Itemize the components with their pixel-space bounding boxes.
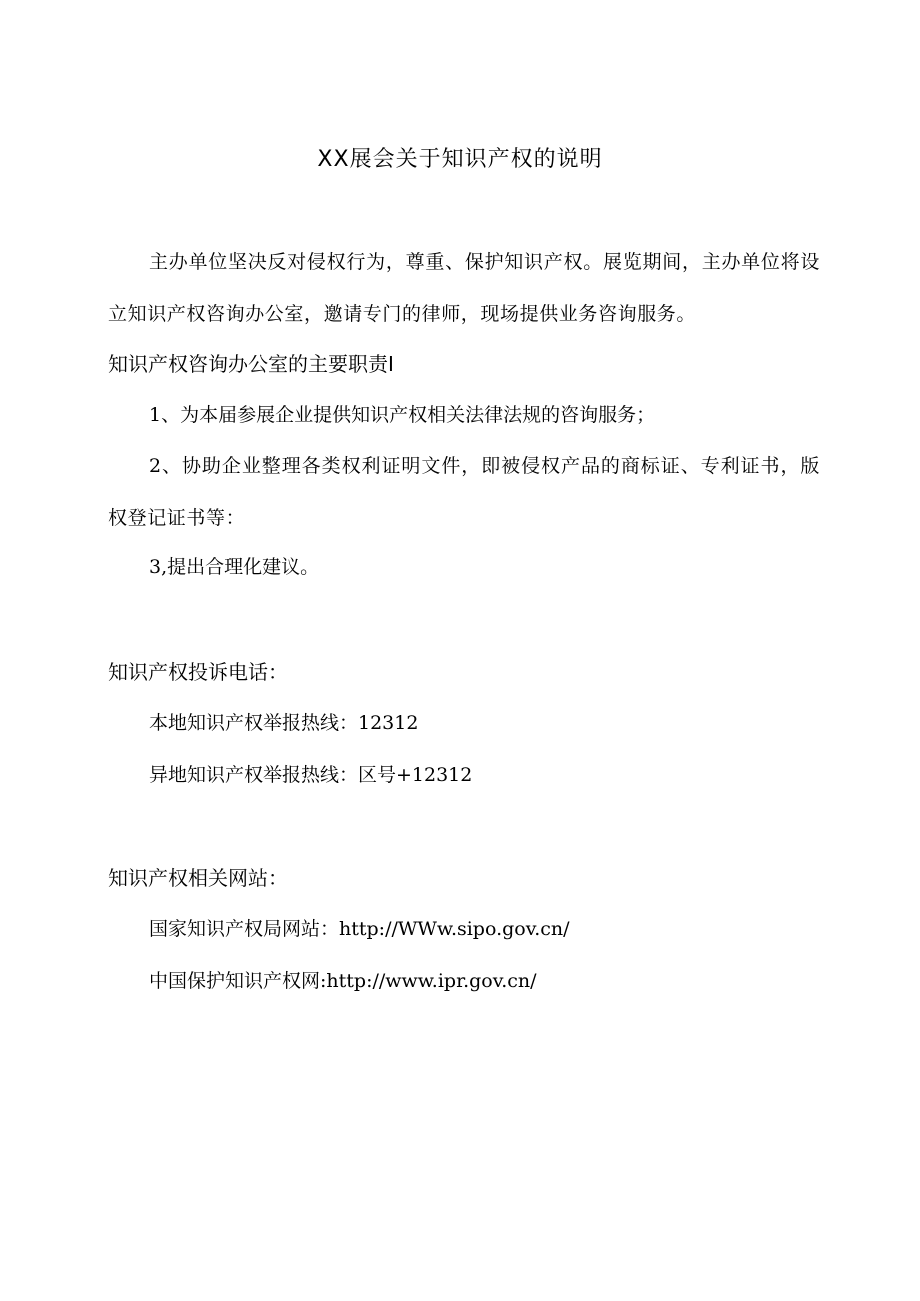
hotline-remote: 异地知识产权举报热线：区号+12312 xyxy=(149,764,473,786)
duties-heading: 知识产权咨询办公室的主要职责I xyxy=(108,352,394,376)
duty-item-2: 2、协助企业整理各类权利证明文件，即被侵权产品的商标证、专利证书，版权登记证书等： xyxy=(108,455,820,529)
website-sipo-link[interactable]: 国家知识产权局网站：http://WWw.sipo.gov.cn/ xyxy=(149,918,570,940)
duty-item-3: 3,提出合理化建议。 xyxy=(149,556,320,578)
intro-paragraph: 主办单位坚决反对侵权行为，尊重、保护知识产权。展览期间，主办单位将设立知识产权咨询办公室，邀请专门的律师，现场提供业务咨询服务。 xyxy=(108,251,820,325)
document-title: XX展会关于知识产权的说明 xyxy=(317,147,603,172)
websites-heading: 知识产权相关网站： xyxy=(108,866,288,890)
duty-item-1: 1、为本届参展企业提供知识产权相关法律法规的咨询服务； xyxy=(149,404,656,426)
complaint-heading: 知识产权投诉电话： xyxy=(108,660,288,684)
website-ipr-link[interactable]: 中国保护知识产权网:http://www.ipr.gov.cn/ xyxy=(149,970,537,992)
hotline-local: 本地知识产权举报热线：12312 xyxy=(149,712,419,734)
